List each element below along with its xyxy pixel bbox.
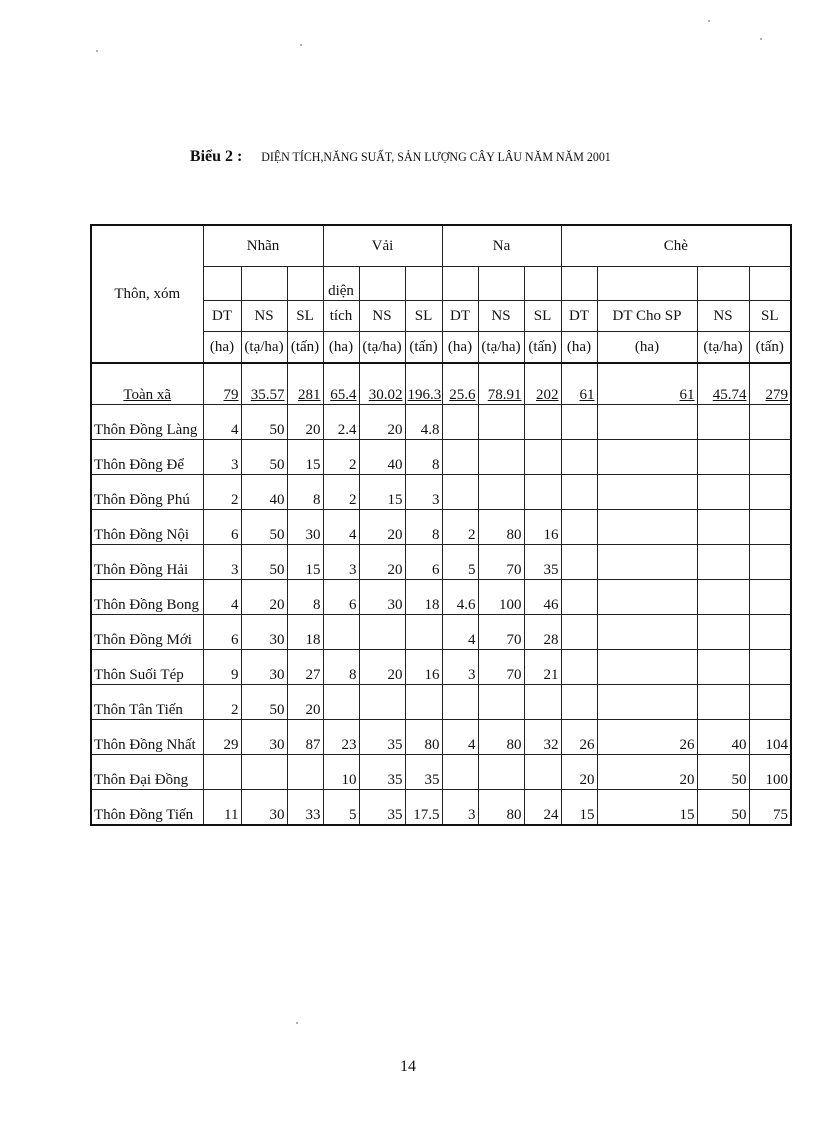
- table-cell: 80: [478, 510, 524, 545]
- table-cell: [524, 475, 561, 510]
- table-cell: 65.4: [323, 363, 359, 405]
- table-cell: 26: [561, 720, 597, 755]
- table-cell: [524, 685, 561, 720]
- col-label: DT Cho SP: [597, 301, 697, 332]
- col-label: NS: [697, 301, 749, 332]
- table-cell: 35.57: [241, 363, 287, 405]
- table-cell: 20: [287, 685, 323, 720]
- table-cell: 5: [323, 790, 359, 826]
- scan-speck: [760, 38, 762, 40]
- table-cell: [749, 685, 791, 720]
- table-cell: 30: [241, 650, 287, 685]
- table-cell: 70: [478, 545, 524, 580]
- table-cell: [561, 650, 597, 685]
- table-cell: [749, 615, 791, 650]
- document-title: [0, 148, 816, 166]
- table-cell: 3: [203, 545, 241, 580]
- table-cell: [597, 580, 697, 615]
- table-row: [91, 685, 791, 720]
- col-unit: (ha): [597, 332, 697, 364]
- table-cell: [524, 755, 561, 790]
- table-row: [91, 790, 791, 826]
- table-row: [91, 720, 791, 755]
- table-cell: 70: [478, 615, 524, 650]
- table-cell: 15: [597, 790, 697, 826]
- table-cell: 8: [405, 510, 442, 545]
- row-name: Thôn Đại Đồng: [91, 755, 203, 790]
- table-row: [91, 545, 791, 580]
- table-cell: 2: [323, 440, 359, 475]
- table-row: [91, 650, 791, 685]
- table-cell: [697, 545, 749, 580]
- table-cell: 16: [524, 510, 561, 545]
- table-cell: 100: [749, 755, 791, 790]
- table-cell: [561, 405, 597, 440]
- table-cell: 4: [203, 405, 241, 440]
- table-cell: [697, 580, 749, 615]
- col-unit: (ha): [561, 332, 597, 364]
- table-cell: 3: [203, 440, 241, 475]
- table-cell: 2: [203, 475, 241, 510]
- table-cell: [478, 440, 524, 475]
- table-cell: [597, 405, 697, 440]
- table-cell: 75: [749, 790, 791, 826]
- table-cell: 35: [359, 720, 405, 755]
- table-cell: [597, 545, 697, 580]
- table-cell: [524, 440, 561, 475]
- table-cell: 61: [597, 363, 697, 405]
- table-cell: 50: [241, 510, 287, 545]
- table-cell: 2.4: [323, 405, 359, 440]
- table-cell: 4: [442, 720, 478, 755]
- table-cell: 281: [287, 363, 323, 405]
- table-cell: 15: [359, 475, 405, 510]
- scan-speck: [296, 1022, 298, 1024]
- table-cell: [442, 685, 478, 720]
- table-cell: [442, 440, 478, 475]
- table-cell: [697, 650, 749, 685]
- table-cell: 32: [524, 720, 561, 755]
- table-cell: 4.8: [405, 405, 442, 440]
- table-cell: [442, 475, 478, 510]
- table-cell: [697, 475, 749, 510]
- row-name: Thôn Đồng Làng: [91, 405, 203, 440]
- row-name: Thôn Đồng Bong: [91, 580, 203, 615]
- table-cell: 29: [203, 720, 241, 755]
- table-cell: 15: [287, 440, 323, 475]
- table-cell: 4: [442, 615, 478, 650]
- row-header-cell: [91, 225, 203, 363]
- col-label: DT: [203, 301, 241, 332]
- table-cell: [561, 510, 597, 545]
- group-na: Na: [442, 225, 561, 267]
- col-unit: (tấn): [524, 332, 561, 364]
- table-cell: [697, 615, 749, 650]
- total-row: [91, 363, 791, 405]
- table-row: [91, 510, 791, 545]
- col-unit: (tấn): [287, 332, 323, 364]
- table-cell: [597, 510, 697, 545]
- col-unit: (ha): [203, 332, 241, 364]
- table-cell: [561, 475, 597, 510]
- table-cell: [597, 685, 697, 720]
- table-cell: 3: [323, 545, 359, 580]
- table-cell: [442, 755, 478, 790]
- table-cell: 26: [597, 720, 697, 755]
- col-label: DT: [442, 301, 478, 332]
- table-cell: 40: [241, 475, 287, 510]
- table-cell: 50: [241, 685, 287, 720]
- page-number: 14: [400, 1058, 416, 1075]
- scan-speck: [708, 20, 710, 22]
- table-cell: 8: [405, 440, 442, 475]
- table-cell: [405, 685, 442, 720]
- table-cell: 30: [241, 615, 287, 650]
- table-cell: 50: [241, 545, 287, 580]
- table-cell: [359, 685, 405, 720]
- table-cell: 87: [287, 720, 323, 755]
- scan-speck: [96, 50, 98, 52]
- table-cell: 2: [203, 685, 241, 720]
- table-cell: 20: [359, 650, 405, 685]
- table-cell: 6: [203, 510, 241, 545]
- group-vai: Vải: [323, 225, 442, 267]
- table-row: [91, 440, 791, 475]
- col-label: tích: [323, 301, 359, 332]
- table-cell: [359, 615, 405, 650]
- scan-speck: [300, 44, 302, 46]
- table-cell: 3: [405, 475, 442, 510]
- table-cell: 4: [203, 580, 241, 615]
- table-cell: [749, 545, 791, 580]
- table-cell: 30: [241, 720, 287, 755]
- table-cell: 50: [241, 440, 287, 475]
- table-cell: [561, 440, 597, 475]
- table-cell: 20: [241, 580, 287, 615]
- table-cell: 28: [524, 615, 561, 650]
- table-cell: [287, 755, 323, 790]
- table-cell: 8: [323, 650, 359, 685]
- table-cell: [405, 615, 442, 650]
- table-cell: [478, 405, 524, 440]
- table-cell: 279: [749, 363, 791, 405]
- table-cell: 20: [287, 405, 323, 440]
- table-cell: [749, 440, 791, 475]
- table-cell: 2: [442, 510, 478, 545]
- table-cell: 46: [524, 580, 561, 615]
- col-label: SL: [524, 301, 561, 332]
- table-cell: [597, 440, 697, 475]
- table-cell: 100: [478, 580, 524, 615]
- table-cell: 5: [442, 545, 478, 580]
- table-cell: 24: [524, 790, 561, 826]
- col-label: SL: [405, 301, 442, 332]
- table-cell: 104: [749, 720, 791, 755]
- table-cell: [323, 685, 359, 720]
- table-cell: [524, 405, 561, 440]
- table-cell: [561, 615, 597, 650]
- table-cell: 3: [442, 650, 478, 685]
- group-nhan: Nhãn: [203, 225, 323, 267]
- table-cell: 11: [203, 790, 241, 826]
- group-che: Chè: [561, 225, 791, 267]
- table-cell: [203, 755, 241, 790]
- table-cell: 40: [359, 440, 405, 475]
- table-cell: [478, 475, 524, 510]
- table-cell: 16: [405, 650, 442, 685]
- table-cell: [561, 685, 597, 720]
- table-cell: 50: [697, 790, 749, 826]
- table-cell: 30: [241, 790, 287, 826]
- row-name: Thôn Đồng Hải: [91, 545, 203, 580]
- row-name: Thôn Đồng Để: [91, 440, 203, 475]
- table-cell: [749, 475, 791, 510]
- table-cell: 25.6: [442, 363, 478, 405]
- table-cell: 80: [478, 790, 524, 826]
- table-cell: 4: [323, 510, 359, 545]
- col-label: NS: [478, 301, 524, 332]
- col-unit: (tạ/ha): [359, 332, 405, 364]
- row-name: Thôn Đồng Nội: [91, 510, 203, 545]
- row-name: Thôn Đồng Mới: [91, 615, 203, 650]
- table-cell: 2: [323, 475, 359, 510]
- table-cell: 30: [287, 510, 323, 545]
- col-unit: (tạ/ha): [478, 332, 524, 364]
- table-cell: 35: [405, 755, 442, 790]
- table-cell: 78.91: [478, 363, 524, 405]
- table-cell: 61: [561, 363, 597, 405]
- table-cell: 35: [359, 755, 405, 790]
- table-cell: 23: [323, 720, 359, 755]
- table-cell: [697, 685, 749, 720]
- col-label: DT: [561, 301, 597, 332]
- crop-table: [90, 224, 792, 826]
- table-cell: 33: [287, 790, 323, 826]
- table-cell: 10: [323, 755, 359, 790]
- table-cell: 6: [323, 580, 359, 615]
- table-cell: 27: [287, 650, 323, 685]
- table-row: [91, 475, 791, 510]
- table-cell: [323, 615, 359, 650]
- table-cell: [697, 405, 749, 440]
- col-unit: (tấn): [749, 332, 791, 364]
- table-cell: 8: [287, 475, 323, 510]
- table-cell: 35: [524, 545, 561, 580]
- table-cell: 9: [203, 650, 241, 685]
- table-cell: 79: [203, 363, 241, 405]
- table-cell: 80: [478, 720, 524, 755]
- table-cell: 50: [697, 755, 749, 790]
- row-header: Thôn, xóm: [114, 285, 181, 302]
- table-body: [91, 363, 791, 825]
- table-cell: 35: [359, 790, 405, 826]
- table-cell: [749, 405, 791, 440]
- row-name: Thôn Tân Tiến: [91, 685, 203, 720]
- col-unit: (tấn): [405, 332, 442, 364]
- table-cell: 40: [697, 720, 749, 755]
- col-label: SL: [287, 301, 323, 332]
- row-name: Thôn Suối Tép: [91, 650, 203, 685]
- table-row: [91, 755, 791, 790]
- table-cell: 80: [405, 720, 442, 755]
- table-cell: [241, 755, 287, 790]
- col-unit: (ha): [442, 332, 478, 364]
- table-cell: 4.6: [442, 580, 478, 615]
- table-cell: 45.74: [697, 363, 749, 405]
- table-cell: 20: [359, 405, 405, 440]
- table-cell: [478, 685, 524, 720]
- table-cell: 8: [287, 580, 323, 615]
- table-cell: 3: [442, 790, 478, 826]
- table-cell: [749, 580, 791, 615]
- col-unit: (tạ/ha): [241, 332, 287, 364]
- table-cell: [597, 615, 697, 650]
- table-cell: [597, 650, 697, 685]
- table-cell: 196.3: [405, 363, 442, 405]
- table-cell: [561, 580, 597, 615]
- table-cell: 50: [241, 405, 287, 440]
- col-label: NS: [359, 301, 405, 332]
- table-cell: 15: [287, 545, 323, 580]
- table-cell: 6: [405, 545, 442, 580]
- table-cell: 18: [287, 615, 323, 650]
- table-cell: 30.02: [359, 363, 405, 405]
- table-cell: [697, 510, 749, 545]
- row-name: Thôn Đồng Tiến: [91, 790, 203, 826]
- table-cell: [561, 545, 597, 580]
- table-cell: 202: [524, 363, 561, 405]
- table-cell: [442, 405, 478, 440]
- table-cell: 20: [359, 545, 405, 580]
- col-unit: (ha): [323, 332, 359, 364]
- table-cell: 18: [405, 580, 442, 615]
- table-cell: [697, 440, 749, 475]
- table-cell: 21: [524, 650, 561, 685]
- table-row: [91, 580, 791, 615]
- table-cell: 15: [561, 790, 597, 826]
- table-cell: 20: [359, 510, 405, 545]
- table-cell: 20: [597, 755, 697, 790]
- row-name: Thôn Đồng Nhất: [91, 720, 203, 755]
- table-cell: [749, 650, 791, 685]
- col-label: diện: [323, 267, 359, 301]
- title-text: DIỆN TÍCH,NĂNG SUẤT, SẢN LƯỢNG CÂY LÂU NĂM NĂM 2001: [261, 149, 611, 164]
- row-name: Thôn Đồng Phú: [91, 475, 203, 510]
- table-cell: [597, 475, 697, 510]
- col-label: SL: [749, 301, 791, 332]
- col-unit: (tạ/ha): [697, 332, 749, 364]
- col-label: NS: [241, 301, 287, 332]
- table-cell: [749, 510, 791, 545]
- table-cell: 70: [478, 650, 524, 685]
- table-cell: 6: [203, 615, 241, 650]
- table-cell: 17.5: [405, 790, 442, 826]
- table-cell: [478, 755, 524, 790]
- table-cell: 20: [561, 755, 597, 790]
- row-name: Toàn xã: [91, 363, 203, 405]
- table-row: [91, 615, 791, 650]
- title-lead: Biểu 2 :: [189, 148, 243, 165]
- table-cell: 30: [359, 580, 405, 615]
- table-row: [91, 405, 791, 440]
